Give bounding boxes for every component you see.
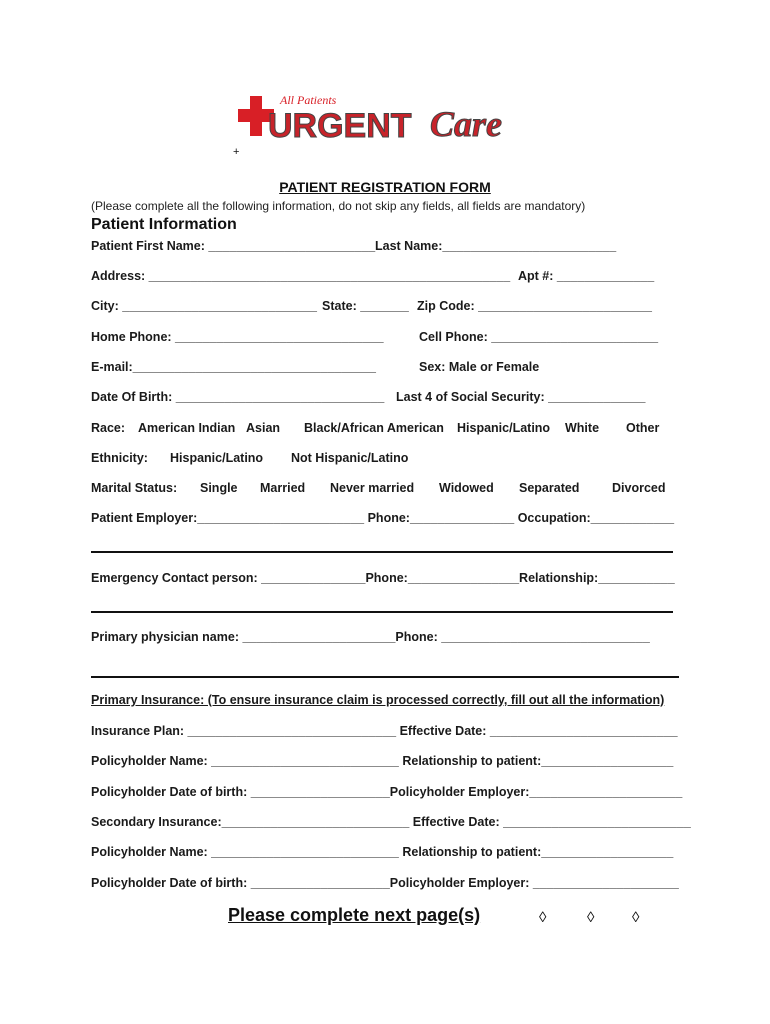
city-field[interactable]: City: ____________________________ bbox=[91, 299, 317, 313]
ethnicity-option[interactable]: Hispanic/Latino bbox=[170, 451, 264, 465]
employer-field[interactable]: Patient Employer:________________________ Phone:_______________ Occupation:____________ bbox=[91, 511, 675, 525]
diamond-mark: ◊ bbox=[587, 909, 595, 926]
logo-plus-mark: + bbox=[233, 146, 240, 158]
ethnicity-option[interactable]: Not Hispanic/Latino bbox=[291, 451, 409, 465]
diamond-mark: ◊ bbox=[539, 909, 547, 926]
marital-option[interactable]: Divorced bbox=[612, 481, 666, 495]
ethnicity-label: Ethnicity: bbox=[91, 451, 148, 465]
first-name-field[interactable]: Patient First Name: ________________________ bbox=[91, 239, 376, 253]
cell-phone-field[interactable]: Cell Phone: ________________________ bbox=[419, 330, 659, 344]
marital-label: Marital Status: bbox=[91, 481, 178, 495]
race-option[interactable]: Hispanic/Latino bbox=[457, 421, 551, 435]
race-option[interactable]: American Indian bbox=[138, 421, 236, 435]
emergency-contact-field[interactable]: Emergency Contact person: _______________Phone:________________Relationship:___________ bbox=[91, 571, 675, 585]
marital-option[interactable]: Never married bbox=[330, 481, 415, 495]
insurance-header: Primary Insurance: (To ensure insurance claim is processed correctly, fill out all the information) bbox=[91, 693, 665, 707]
policyholder-name-field[interactable]: Policyholder Name: ___________________________ Relationship to patient:___________________ bbox=[91, 754, 674, 768]
divider bbox=[91, 676, 679, 678]
policyholder-name-field-2[interactable]: Policyholder Name: ___________________________ Relationship to patient:___________________ bbox=[91, 845, 674, 859]
logo-top-text: All Patients bbox=[280, 93, 337, 107]
apt-field[interactable]: Apt #: ______________ bbox=[518, 269, 655, 283]
policyholder-dob-field-2[interactable]: Policyholder Date of birth: ____________________Policyholder Employer: _____________________ bbox=[91, 876, 679, 890]
race-option[interactable]: Asian bbox=[246, 421, 281, 435]
marital-option[interactable]: Widowed bbox=[439, 481, 494, 495]
race-option[interactable]: Other bbox=[626, 421, 660, 435]
section-heading: Patient Information bbox=[91, 216, 237, 233]
marital-option[interactable]: Single bbox=[200, 481, 238, 495]
logo-main-text: URGENT bbox=[268, 107, 412, 145]
insurance-plan-field[interactable]: Insurance Plan: ______________________________ Effective Date: ___________________________ bbox=[91, 724, 678, 738]
address-field[interactable]: Address: ____________________________________________________ bbox=[91, 269, 511, 283]
race-option[interactable]: Black/African American bbox=[304, 421, 444, 435]
form-title: PATIENT REGISTRATION FORM bbox=[279, 179, 491, 195]
dob-field[interactable]: Date Of Birth: ______________________________ bbox=[91, 390, 385, 404]
policyholder-dob-field[interactable]: Policyholder Date of birth: ____________________Policyholder Employer:______________________ bbox=[91, 785, 683, 799]
marital-option[interactable]: Married bbox=[260, 481, 306, 495]
urgent-care-logo bbox=[238, 92, 538, 152]
next-page-notice: Please complete next page(s) bbox=[228, 905, 481, 925]
email-field[interactable]: E-mail:___________________________________ bbox=[91, 360, 376, 374]
divider bbox=[91, 551, 673, 553]
diamond-mark: ◊ bbox=[632, 909, 640, 926]
sex-field[interactable]: Sex: Male or Female bbox=[419, 360, 540, 374]
marital-option[interactable]: Separated bbox=[519, 481, 580, 495]
secondary-insurance-field[interactable]: Secondary Insurance:___________________________ Effective Date: ___________________________ bbox=[91, 815, 691, 829]
logo-script-text: Care bbox=[430, 104, 502, 144]
race-option[interactable]: White bbox=[565, 421, 600, 435]
ssn-field[interactable]: Last 4 of Social Security: ______________ bbox=[396, 390, 646, 404]
home-phone-field[interactable]: Home Phone: ______________________________ bbox=[91, 330, 384, 344]
race-label: Race: bbox=[91, 421, 126, 435]
physician-field[interactable]: Primary physician name: ______________________Phone: ______________________________ bbox=[91, 630, 650, 644]
state-field[interactable]: State: _______ bbox=[322, 299, 409, 313]
zip-field[interactable]: Zip Code: _________________________ bbox=[417, 299, 652, 313]
form-subtitle: (Please complete all the following information, do not skip any fields, all fields are mandatory) bbox=[91, 199, 586, 213]
last-name-field[interactable]: Last Name:_________________________ bbox=[375, 239, 617, 253]
divider bbox=[91, 611, 673, 613]
